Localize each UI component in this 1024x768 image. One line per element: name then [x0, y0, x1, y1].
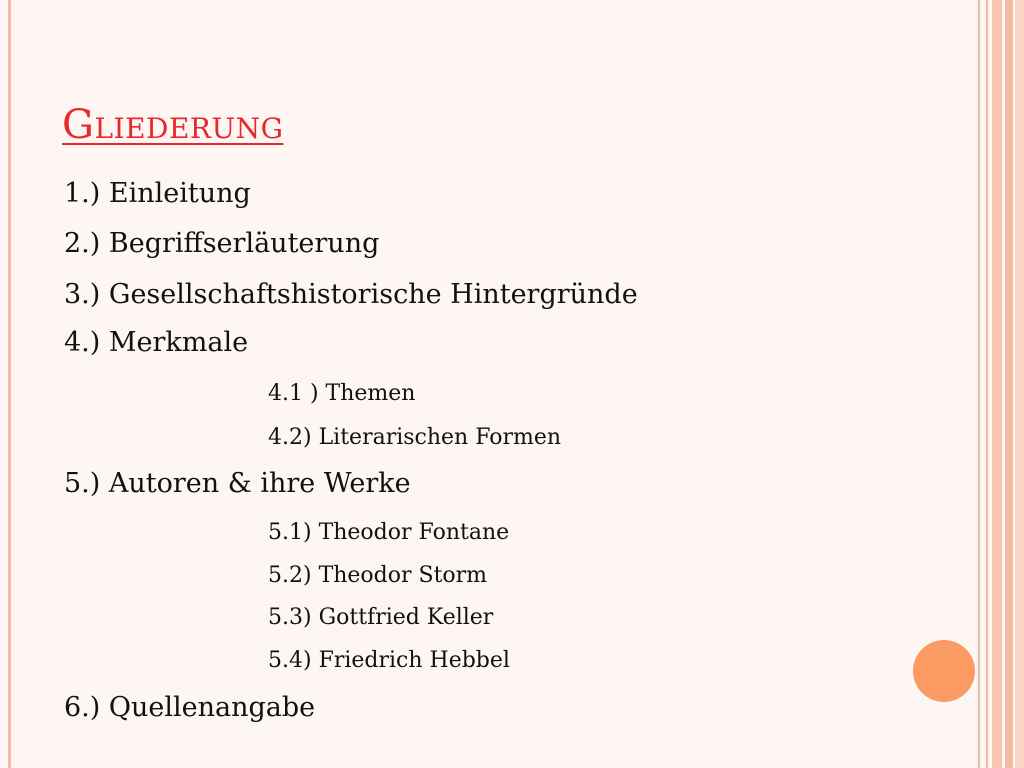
- outline-item-hintergruende: 3.) Gesellschaftshistorische Hintergründe: [64, 279, 638, 310]
- stripe: [1015, 0, 1024, 768]
- outline-item-autoren: 5.) Autoren & ihre Werke: [64, 468, 411, 499]
- decorative-circle: [913, 640, 975, 702]
- outline-subitem-keller: 5.3) Gottfried Keller: [268, 605, 494, 630]
- stripe: [978, 0, 980, 768]
- right-decorative-stripes: [978, 0, 1024, 768]
- stripe: [992, 0, 1002, 768]
- stripe: [986, 0, 988, 768]
- left-border-line: [8, 0, 11, 768]
- outline-subitem-literarische-formen: 4.2) Literarischen Formen: [268, 425, 562, 450]
- slide-title: Gliederung: [62, 102, 284, 148]
- outline-list: [64, 0, 904, 768]
- outline-subitem-fontane: 5.1) Theodor Fontane: [268, 520, 510, 545]
- outline-subitem-storm: 5.2) Theodor Storm: [268, 563, 488, 588]
- outline-subitem-hebbel: 5.4) Friedrich Hebbel: [268, 648, 510, 673]
- stripe: [1005, 0, 1013, 768]
- outline-item-quellenangabe: 6.) Quellenangabe: [64, 692, 316, 723]
- outline-item-einleitung: 1.) Einleitung: [64, 178, 251, 209]
- outline-subitem-themen: 4.1 ) Themen: [268, 381, 416, 406]
- outline-item-begriffserlaeuterung: 2.) Begriffserläuterung: [64, 228, 380, 259]
- outline-item-merkmale: 4.) Merkmale: [64, 327, 249, 358]
